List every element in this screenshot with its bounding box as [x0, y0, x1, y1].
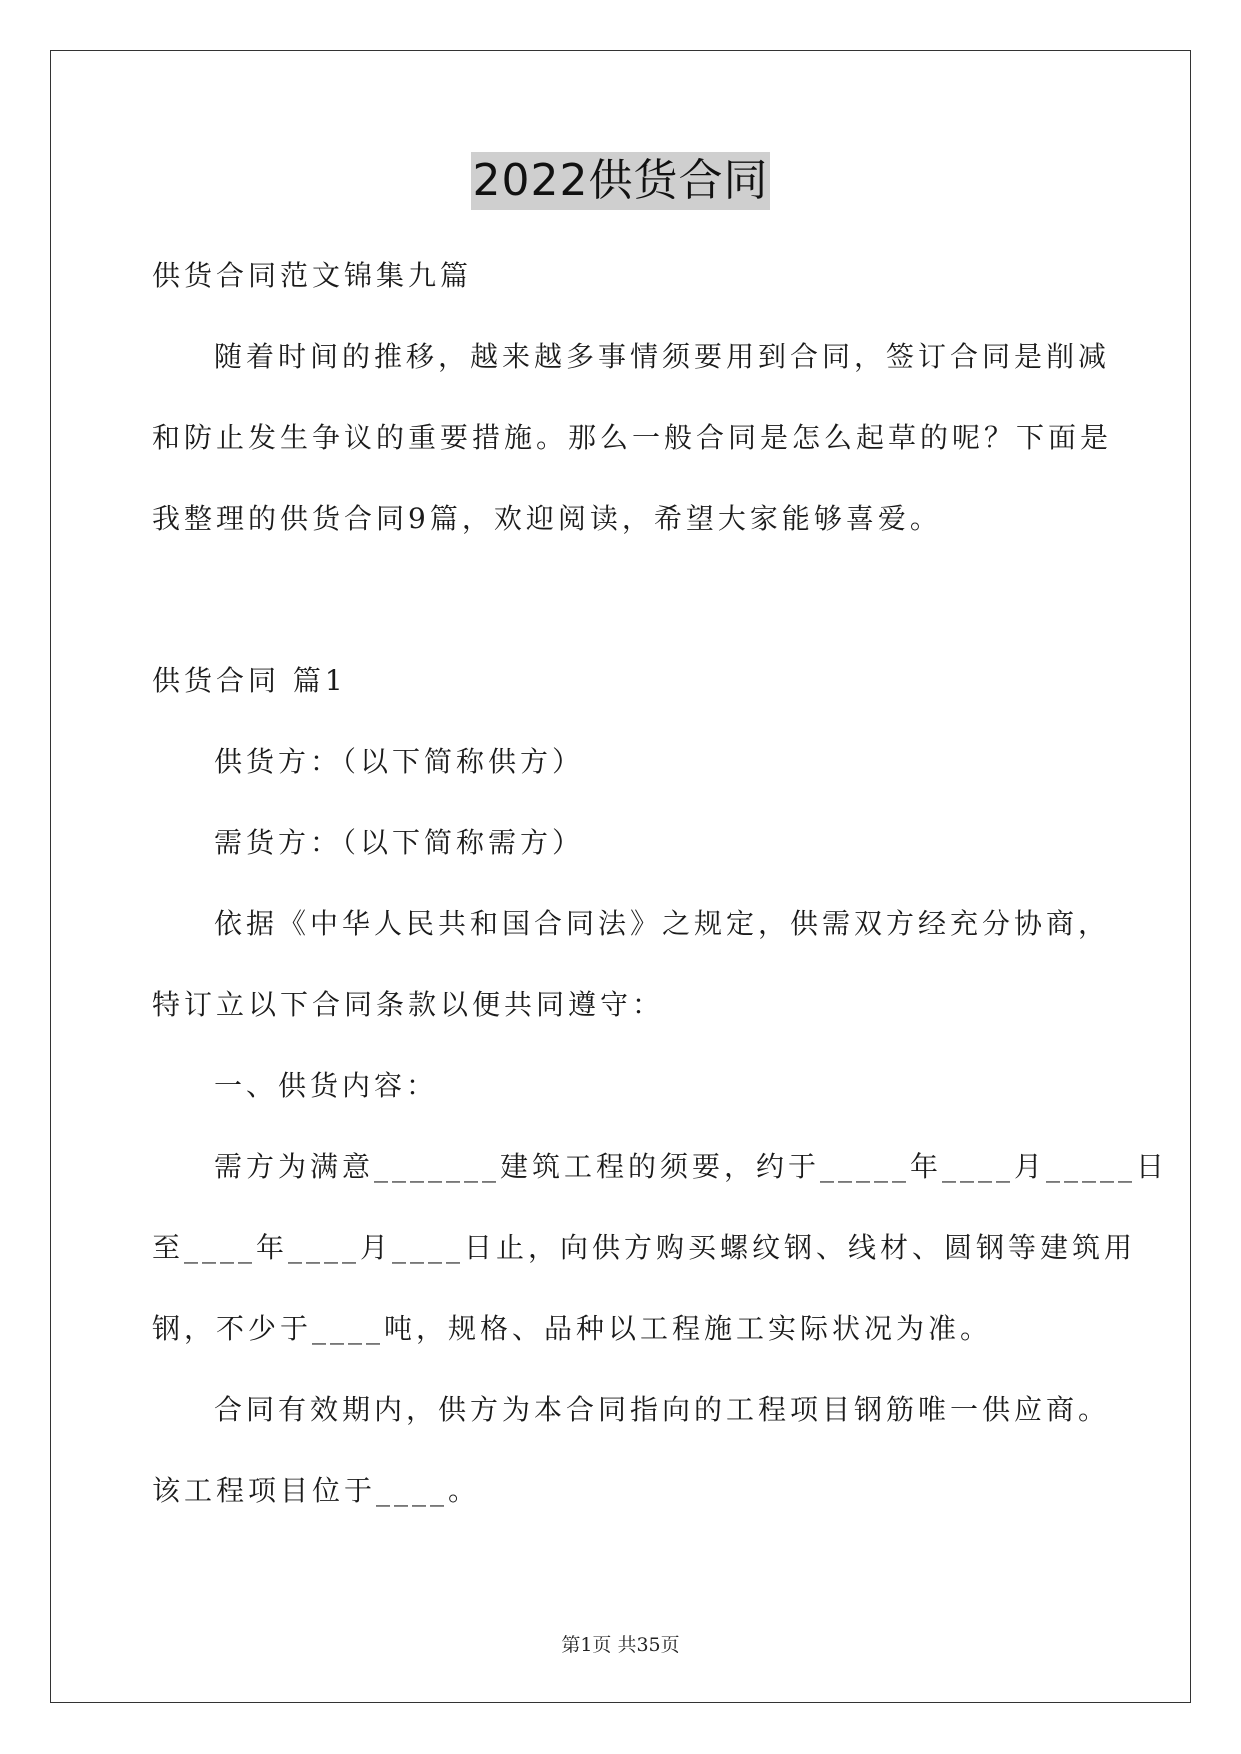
section-heading: 供货合同 篇1 — [152, 664, 347, 697]
document-title: 2022供货合同 — [471, 152, 771, 210]
paragraph-line: 和防止发生争议的重要措施。那么一般合同是怎么起草的呢？下面是 — [152, 421, 1113, 454]
paragraph-line: 我整理的供货合同9篇，欢迎阅读，希望大家能够喜爱。 — [152, 502, 942, 535]
subtitle-line: 供货合同范文锦集九篇 — [152, 259, 473, 292]
paragraph-line: 需方为满意_______建筑工程的须要，约于_____年____月_____日 — [214, 1150, 1169, 1183]
title-container — [0, 152, 1241, 210]
paragraph-line: 钢，不少于____吨，规格、品种以工程施工实际状况为准。 — [152, 1312, 993, 1345]
supplier-line: 供货方：（以下简称供方） — [214, 745, 585, 778]
document-body — [152, 235, 1169, 1531]
buyer-line: 需货方：（以下简称需方） — [214, 826, 585, 859]
paragraph-line: 特订立以下合同条款以便共同遵守： — [152, 988, 665, 1021]
paragraph-line: 依据《中华人民共和国合同法》之规定，供需双方经充分协商， — [214, 907, 1111, 940]
blank-line — [152, 559, 1092, 640]
page-number-footer: 第1页 共35页 — [561, 1634, 680, 1656]
paragraph-line: 合同有效期内，供方为本合同指向的工程项目钢筋唯一供应商。 — [214, 1393, 1111, 1426]
clause-heading: 一、供货内容： — [214, 1069, 439, 1102]
paragraph-line: 随着时间的推移，越来越多事情须要用到合同，签订合同是削减 — [214, 340, 1111, 373]
paragraph-line: 至____年____月____日止，向供方购买螺纹钢、线材、圆钢等建筑用 — [152, 1231, 1137, 1264]
paragraph-line: 该工程项目位于____。 — [152, 1474, 481, 1507]
